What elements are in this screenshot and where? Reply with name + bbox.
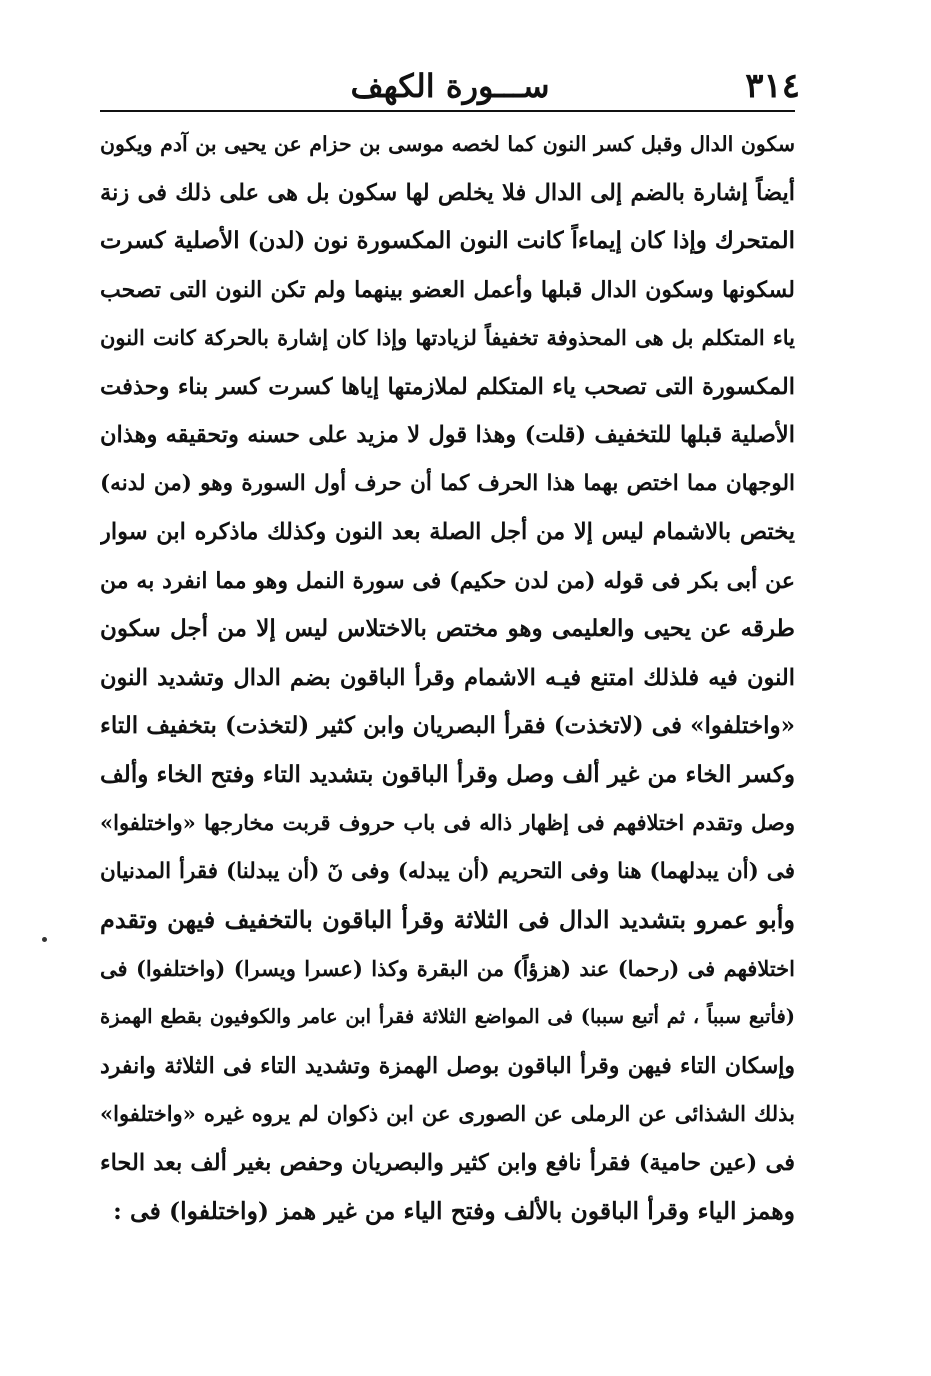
text-line: وأبو عمرو بتشديد الدال فى الثلاثة وقرأ الباقون بالتخفيف فيهن وتقدم (100, 905, 795, 934)
text-line: ياء المتكلم بل هى المحذوفة تخفيفاً لزيادتها وإذا كان إشارة بالحركة كانت النون (100, 325, 795, 350)
text-line: سكون الدال وقبل كسر النون كما لخصه موسى بن حزام عن يحيى بن آدم ويكون (100, 132, 795, 156)
text-line: اختلافهم فى (رحما) عند (هزؤاً) من البقرة وكذا (عسرا ويسرا) (واختلفوا) فى (100, 955, 795, 981)
page-header (100, 60, 800, 110)
text-line: بذلك الشذائى عن الرملى عن الصورى عن ابن ذكوان لم يروه غيره «واختلفوا» (100, 1101, 795, 1126)
text-line: عن أبى بكر فى قوله (من لدن حكيم) فى سورة النمل وهو مما انفرد به من (100, 567, 795, 594)
text-line: أيضاً إشارة بالضم إلى الدال فلا يخلص لها سكون بل هى على ذلك فى زنة (100, 179, 795, 206)
text-line: وصل وتقدم اختلافهم فى إظهار ذاله فى باب حروف قربت مخارجها «واختلفوا» (100, 810, 795, 835)
margin-dot (42, 937, 47, 942)
text-line: «واختلفوا» فى (لاتخذت) فقرأ البصريان وابن كثير (لتخذت) بتخفيف التاء (100, 712, 795, 739)
text-line: لسكونها وسكون الدال قبلها وأعمل العضو بينهما ولم تكن النون التى تصحب (100, 276, 795, 303)
text-line: النون فيه فلذلك امتنع فيـه الاشمام وقرأ الباقون بضم الدال وتشديد النون (100, 664, 795, 691)
text-line: فى (أن يبدلهما) هنا وفى التحريم (أن يبدله) وفى نٓ (أن يبدلنا) فقرأ المدنيان (100, 858, 795, 884)
text-line: طرقه عن يحيى والعليمى وهو مختص بالاختلاس ليس إلا من أجل سكون (100, 615, 795, 642)
text-line: وإسكان التاء فيهن وقرأ الباقون بوصل الهمزة وتشديد التاء فى الثلاثة وانفرد (100, 1052, 795, 1079)
text-line: (فأتبع سبباً ، ثم أتبع سببا) فى المواضع الثلاثة فقرأ ابن عامر والكوفيون بقطع الهمزة (100, 1005, 795, 1028)
text-line: يختص بالاشمام ليس إلا من أجل الصلة بعد النون وكذلك ماذكره ابن سوار (100, 519, 795, 545)
body-text (100, 120, 795, 1236)
header-rule (100, 110, 795, 112)
text-line: المكسورة التى تصحب ياء المتكلم لملازمتها إياها كسرت كسر بناء وحذفت (100, 373, 795, 400)
text-line: وكسر الخاء من غير ألف وصل وقرأ الباقون بتشديد التاء وفتح الخاء وألف (100, 760, 795, 788)
text-line: فى (عين حامية) فقرأ نافع وابن كثير والبصريان وحفص بغير ألف بعد الحاء (100, 1149, 795, 1176)
page-number: ٣١٤ (745, 66, 800, 106)
text-line: الأصلية قبلها للتخفيف (قلت) وهذا قول لا مزيد على حسنه وتحقيقه وهذان (100, 422, 795, 448)
text-line: المتحرك وإذا كان إيماءاً كانت النون المكسورة نون (لدن) الأصلية كسرت (100, 227, 795, 254)
surah-title: ســـورة الكهف (350, 67, 550, 105)
text-line: الوجهان مما اختص بهما هذا الحرف كما أن حرف أول السورة وهو (من لدنه) (100, 470, 795, 496)
text-line: وهمز الياء وقرأ الباقون بالألف وفتح الياء من غير همز (واختلفوا) فى : (113, 1197, 795, 1225)
